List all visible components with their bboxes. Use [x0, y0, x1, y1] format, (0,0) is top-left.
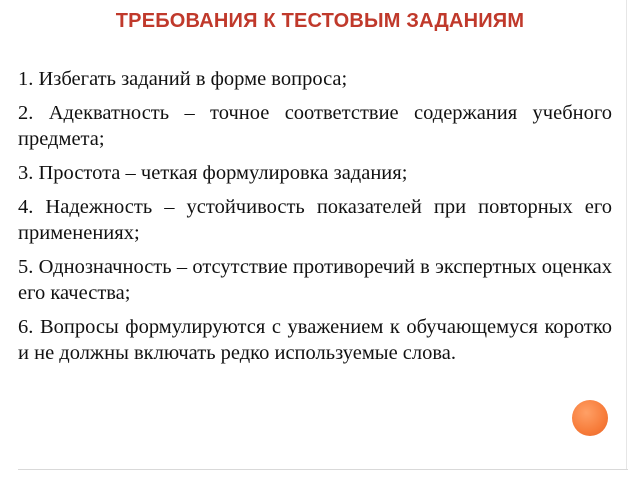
- list-item: 1. Избегать заданий в форме вопроса;: [18, 68, 348, 90]
- list-item: 6. Вопросы формулируются с уважением к обучающемуся коротко и не должны включать редко используемые слова.: [18, 316, 612, 364]
- bottom-border-line: [18, 469, 628, 470]
- list-item: 4. Надежность – устойчивость показателей при повторных его применениях;: [18, 196, 612, 244]
- list-item: 2. Адекватность – точное соответствие содержания учебного предмета;: [18, 102, 612, 150]
- requirements-list: [18, 66, 612, 374]
- orange-circle-icon: [572, 400, 608, 436]
- right-border-line: [626, 0, 627, 470]
- list-item: 5. Однозначность – отсутствие противоречий в экспертных оценках его качества;: [18, 256, 612, 304]
- slide-title: ТРЕБОВАНИЯ К ТЕСТОВЫМ ЗАДАНИЯМ: [115, 10, 525, 32]
- list-item: 3. Простота – четкая формулировка задания;: [18, 162, 408, 184]
